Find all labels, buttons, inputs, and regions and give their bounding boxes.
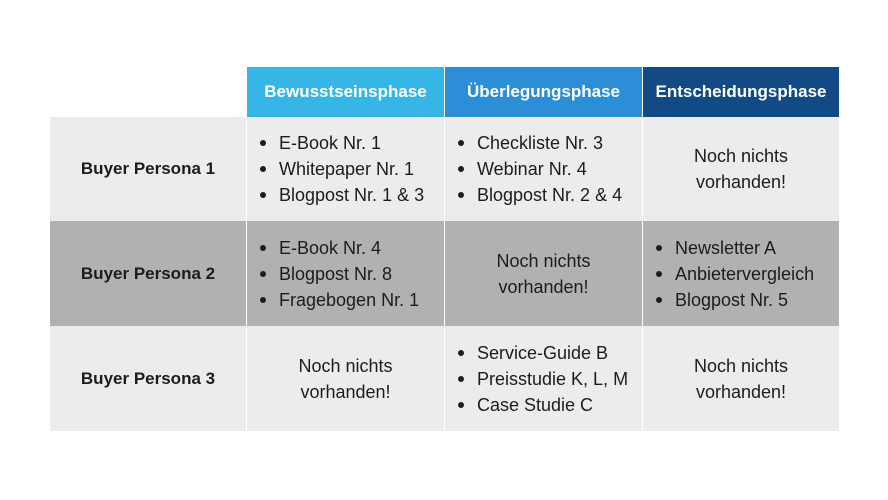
- list-item: Preisstudie K, L, M: [477, 366, 628, 392]
- row-label-persona-3: Buyer Persona 3: [50, 326, 246, 431]
- empty-note: Noch nichts vorhanden!: [693, 146, 789, 192]
- list-item: Blogpost Nr. 1 & 3: [279, 182, 424, 208]
- list-item: E-Book Nr. 4: [279, 235, 419, 261]
- empty-note: Noch nichts vorhanden!: [496, 250, 591, 297]
- list-item: E-Book Nr. 1: [279, 130, 424, 156]
- header-awareness: Bewusstseinsphase: [247, 67, 444, 117]
- empty-note: Noch nichts vorhanden!: [298, 355, 393, 402]
- list-item: Whitepaper Nr. 1: [279, 156, 424, 182]
- cell-p3-awareness: [247, 326, 444, 431]
- content-list: [247, 235, 419, 313]
- cell-p2-decision: [643, 221, 839, 326]
- list-item: Newsletter A: [675, 235, 814, 261]
- header-decision: Entscheidungsphase: [643, 67, 839, 117]
- persona-content-matrix: [50, 67, 839, 431]
- list-item: Blogpost Nr. 5: [675, 287, 814, 313]
- cell-p2-consideration: [445, 221, 642, 326]
- content-list: [247, 130, 424, 208]
- list-item: Fragebogen Nr. 1: [279, 287, 419, 313]
- list-item: Anbietervergleich: [675, 261, 814, 287]
- list-item: Service-Guide B: [477, 340, 628, 366]
- content-list: [445, 130, 622, 208]
- cell-p1-consideration: [445, 117, 642, 221]
- row-label-persona-1: Buyer Persona 1: [50, 117, 246, 221]
- list-item: Checkliste Nr. 3: [477, 130, 622, 156]
- list-item: Blogpost Nr. 2 & 4: [477, 182, 622, 208]
- empty-note: Noch nichts vorhanden!: [693, 355, 789, 402]
- list-item: Webinar Nr. 4: [477, 156, 622, 182]
- list-item: Case Studie C: [477, 392, 628, 418]
- list-item: Blogpost Nr. 8: [279, 261, 419, 287]
- content-list: [643, 235, 814, 313]
- header-consideration: Überlegungsphase: [445, 67, 642, 117]
- cell-p1-decision: [643, 117, 839, 221]
- cell-p3-decision: [643, 326, 839, 431]
- content-list: [445, 340, 628, 418]
- cell-p2-awareness: [247, 221, 444, 326]
- row-label-persona-2: Buyer Persona 2: [50, 221, 246, 326]
- cell-p1-awareness: [247, 117, 444, 221]
- corner-cell: [50, 67, 246, 117]
- cell-p3-consideration: [445, 326, 642, 431]
